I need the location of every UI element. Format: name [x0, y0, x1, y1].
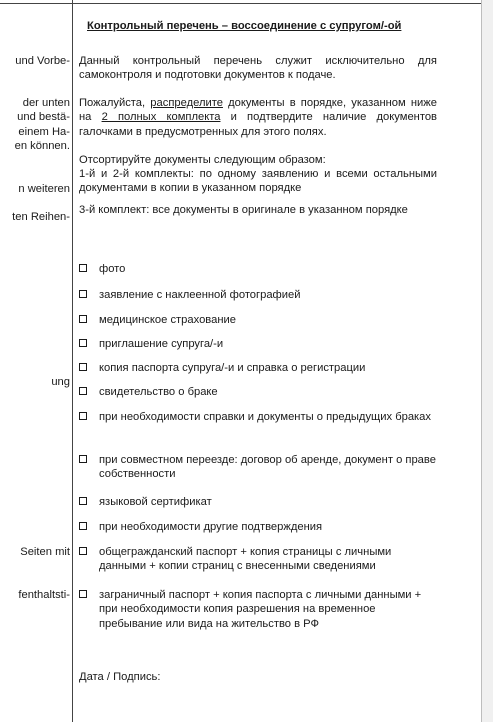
left-column-fragment: und Vorbe- — [15, 55, 70, 67]
checklist-item-label: копия паспорта супруга/-и и справка о регистрации — [99, 362, 366, 374]
checklist-item-label: свидетельство о браке — [99, 386, 218, 398]
checkbox[interactable] — [79, 363, 87, 371]
checkbox[interactable] — [79, 387, 87, 395]
checklist-item-label: при необходимости другие подтверждения — [99, 521, 323, 533]
sort-line-1: 1-й и 2-й комплекты: по одному заявлению и всеми остальными документами в копии в указанном порядке — [79, 168, 437, 195]
two-sets-link[interactable]: 2 полных комплекта — [101, 111, 221, 124]
checkbox[interactable] — [79, 290, 87, 298]
intro-paragraph: Данный контрольный перечень служит исключительно для самоконтроля и подготовки документов к подаче. — [79, 55, 437, 82]
left-column-fragment: n weiteren — [18, 183, 70, 195]
checkbox[interactable] — [79, 339, 87, 347]
distribute-link[interactable]: распределите — [150, 97, 223, 109]
column-divider — [72, 0, 73, 722]
checklist-item-label: приглашение супруга/-и — [99, 338, 224, 350]
checklist-item-label: заявление с наклеенной фотографией — [99, 289, 301, 301]
checkbox[interactable] — [79, 522, 87, 530]
checkbox[interactable] — [79, 264, 87, 272]
checkbox[interactable] — [79, 497, 87, 505]
instructions-paragraph — [79, 96, 437, 139]
checklist-item-label: при необходимости справки и документы о предыдущих браках — [99, 411, 431, 423]
left-column-fragment: und bestä- — [17, 111, 70, 123]
checklist-item-label: медицинское страхование — [99, 314, 236, 326]
left-column-fragment: der unten — [22, 97, 70, 109]
checkbox[interactable] — [79, 590, 87, 598]
checkbox[interactable] — [79, 315, 87, 323]
sort-heading: Отсортируйте документы следующим образом: — [79, 154, 326, 166]
left-column-fragment: ten Reihen- — [12, 211, 70, 223]
signature-label: Дата / Подпись: — [79, 671, 161, 683]
scrollbar-track[interactable] — [482, 0, 493, 722]
checklist-title: Контрольный перечень – воссоединение с супругом/-ой — [87, 20, 402, 32]
checkbox[interactable] — [79, 547, 87, 555]
left-column-fragment: fenthaltsti- — [18, 589, 70, 601]
left-column-fragment: Seiten mit — [20, 546, 70, 558]
left-column-fragment: ung — [51, 376, 70, 388]
instructions-text: и подтвердите наличие документов галочками в предусмотренных для этого полях. — [79, 111, 438, 138]
checkbox[interactable] — [79, 455, 87, 463]
checklist-item-label: языковой сертификат — [99, 496, 212, 508]
instructions-text: документы в порядке, указанном ниже на — [79, 97, 437, 124]
instructions-text: Пожалуйста, — [79, 97, 151, 109]
checklist-item-label: при совместном переезде: договор об аренде, документ о праве собственности — [99, 454, 436, 481]
left-column-fragment: en können. — [14, 140, 70, 152]
left-column-fragment: einem Ha- — [18, 126, 70, 138]
checklist-item-label: фото — [99, 263, 126, 275]
checklist-item-label: общегражданский паспорт + копия страницы с личными данными + копии страниц с внесенными сведениями — [99, 546, 392, 573]
checkbox[interactable] — [79, 412, 87, 420]
checklist-item-label: заграничный паспорт + копия паспорта с личными данными + при необходимости копия разрешения на временное пребывание или вида на жительство в РФ — [99, 589, 422, 630]
sort-line-2: 3-й комплект: все документы в оригинале в указанном порядке — [79, 204, 408, 216]
